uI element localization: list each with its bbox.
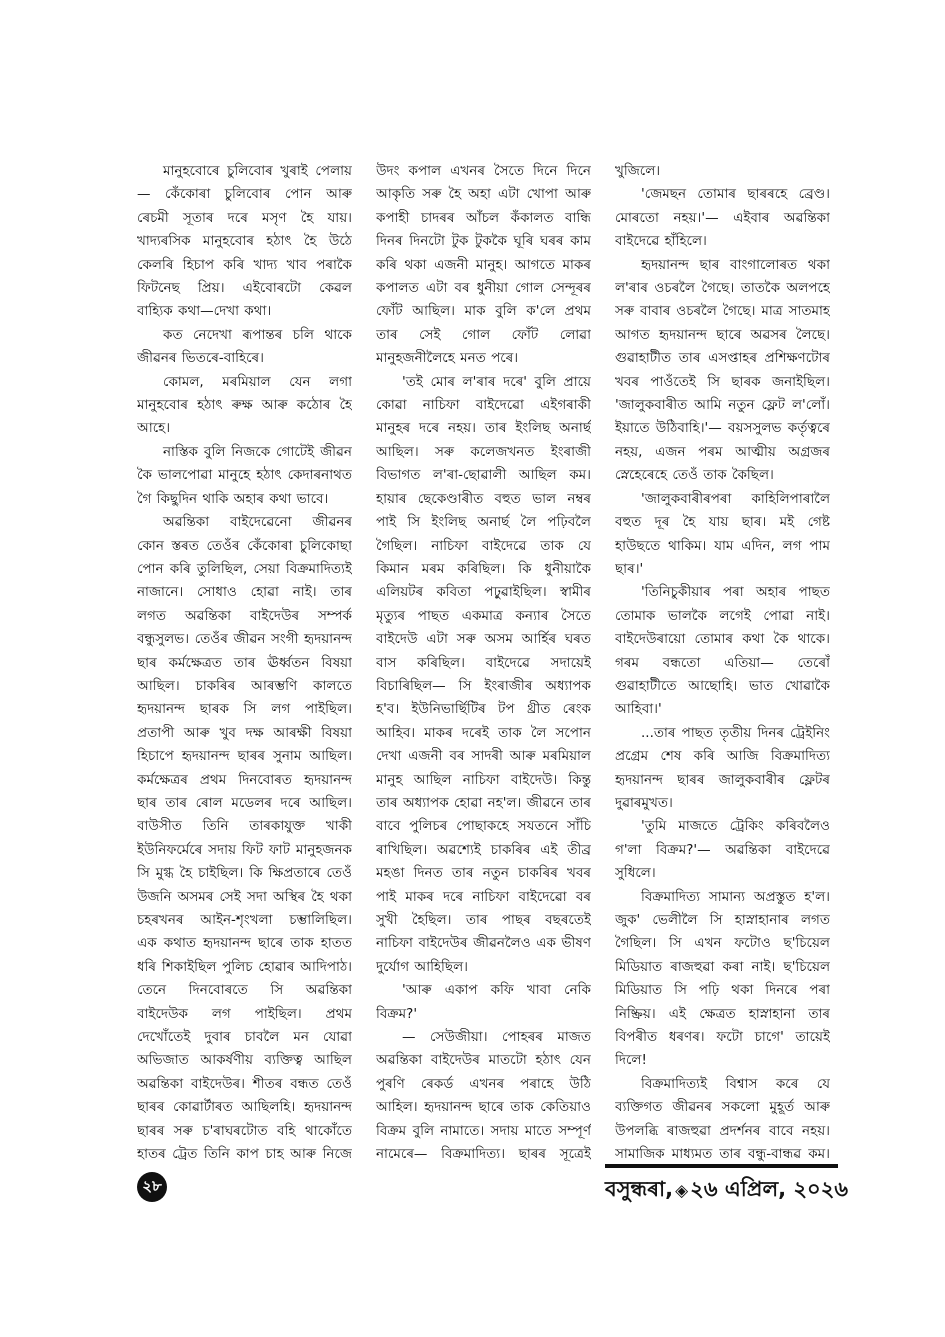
paragraph: 'তই মোৰ ল'ৰাৰ দৰে' বুলি প্ৰায়ে কোৱা নাচিফা বাইদেৱো এইগৰাকী মানুহৰ দৰে নহয়। তাৰ ইংলিছ অনাৰ্ছ আছিল। সৰু কলেজখনত ইংৰাজী বিভাগত ল'ৰা-ছোৱালী আছিল কম। হায়াৰ ছেকেণ্ডাৰীত বহুত ভাল নম্বৰ পাই সি ইংলিছ অনাৰ্ছ লৈ পঢ়িবলৈ গৈছিল। নাচিফা বাইদেৱে তাক যে কিমান মৰম কৰিছিল। কি ধুনীয়াকৈ এলিয়টৰ কবিতা পঢ়ুৱাইছিল। স্বামীৰ মৃত্যুৰ পাছত একমাত্ৰ কন্যাৰ সৈতে বাইদেউ এটা সৰু অসম আৰ্হিৰ ঘৰত বাস কৰিছিল। বাইদেৱে সদায়েই বিচাৰিছিল— সি ইংৰাজীৰ অধ্যাপক হ'ব। ইউনিভাৰ্ছিটিৰ টপ থ্ৰীত ৰেংক আহিব। মাকৰ দৰেই তাক লৈ সপোন দেখা এজনী বৰ সাদৰী আৰু মৰমিয়াল মানুহ আছিল নাচিফা বাইদেউ। কিন্তু তাৰ অধ্যাপক হোৱা নহ'ল। জীৱনে তাৰ বাবে পুলিচৰ পোছাকহে সযতনে সাঁচি ৰাখিছিল। অৱশ্যেই চাকৰিৰ এই তীব্ৰ মহঙা দিনত তাৰ নতুন চাকৰিৰ খবৰ পাই মাকৰ দৰে নাচিফা বাইদেৱো বৰ সুখী হৈছিল। তাৰ পাছৰ বছৰতেই নাচিফা বাইদেউৰ জীৱনলৈও এক ভীষণ দুৰ্যোগ আহিছিল। [376, 373, 591, 975]
paragraph: 'আৰু একাপ কফি খাবা নেকি বিক্ৰম?' [376, 982, 591, 1022]
paragraph: উদং কপাল এখনৰ সৈতে দিনে দিনে আকৃতি সৰু হৈ অহা এটা খোপা আৰু কপাহী চাদৰৰ আঁচল কঁকালত বান্ধি দিনৰ দিনটো টুক টুককৈ ঘূৰি ঘৰৰ কাম কৰি থকা এজনী মানুহ। আগতে মাকৰ কপালত এটা বৰ ধুনীয়া গোল সেন্দূৰৰ ফোঁট আছিল। মাক বুলি ক'লে প্ৰথম তাৰ সেই গোল ফোঁট লোৱা মানুহজনীলৈহে মনত পৰে। [376, 163, 591, 367]
paragraph: ...তাৰ পাছত তৃতীয় দিনৰ ট্ৰেইনিং প্ৰগ্ৰেম শেষ কৰি আজি বিক্ৰমাদিত্য হৃদয়ানন্দ ছাৰৰ জালুকবাৰীৰ ফ্লেটৰ দুৱাৰমুখত। [615, 724, 830, 811]
paragraph: খুজিলে। [615, 163, 661, 179]
diamond-ornament-icon: ◈ [675, 1181, 689, 1201]
paragraph: নাস্তিক বুলি নিজকে গোটেই জীৱন কৈ ভালপোৱা মানুহে হঠাৎ কেদাৰনাথত গৈ কিছুদিন থাকি অহাৰ কথা ভাবে। [137, 443, 352, 507]
paragraph: 'তিনিচুকীয়াৰ পৰা অহাৰ পাছত তোমাক ভালকৈ লগেই পোৱা নাই। বাইদেউৰায়ো তোমাৰ কথা কৈ থাকে। গৰম বন্ধতো এতিয়া— তেৰোঁ গুৱাহাটীতে আছোহি। ভাত খোৱাকৈ আহিবা।' [615, 584, 830, 718]
paragraph: বিক্ৰমাদিত্যই বিশ্বাস কৰে যে ব্যক্তিগত জীৱনৰ সকলো মুহূৰ্ত আৰু উপলব্ধি ৰাজহুৱা প্ৰদৰ্শনৰ বাবে নহয়। সামাজিক মাধ্যমত তাৰ বন্ধু-বান্ধৱ কম। [615, 1075, 830, 1163]
issue-date: ২৬ এপ্ৰিল, ২০২৬ [690, 1177, 849, 1201]
article-body [137, 160, 831, 1168]
paragraph: হৃদয়ানন্দ ছাৰ বাংগালোৰত থকা ল'ৰাৰ ওচৰলৈ গৈছে। তাতকৈ অলপহে সৰু বাবাৰ ওচৰলৈ গৈছে। মাত্ৰ সাতমাহ আগত হৃদয়ানন্দ ছাৰে অৱসৰ লৈছে। গুৱাহাটীত তাৰ এসপ্তাহৰ প্ৰশিক্ষণটোৰ খবৰ পাওঁতেই সি ছাৰক জনাইছিল। 'জালুকবাৰীত আমি নতুন ফ্লেট ল'লোঁ। ইয়াতে উঠিবাহি।'— বয়সসুলভ কৰ্তৃত্বৰে নহয়, এজন পৰম আত্মীয় অগ্ৰজৰ স্নেহেৰেহে তেওঁ তাক কৈছিল। [615, 256, 830, 484]
paragraph: 'জেমছন তোমাৰ ছাৰৰহে ব্ৰেণ্ড। মোৰতো নহয়।'— এইবাৰ অৱন্তিকা বাইদেৱে হাঁহিলে। [615, 186, 830, 250]
paragraph: 'তুমি মাজতে ট্ৰেকিং কৰিবলৈও গ'লা বিক্ৰম?'— অৱন্তিকা বাইদেৱে সুধিলে। [615, 818, 830, 882]
page-number-badge [137, 1172, 167, 1202]
paragraph: — সেউজীয়া। পোহৰৰ মাজত অৱন্তিকা বাইদেউৰ মাতটো হঠাৎ যেন পুৰণি ৰেকৰ্ড এখনৰ পৰাহে উঠি আহিল। হৃদয়ানন্দ ছাৰে তাক কেতিয়াও বিক্ৰম বুলি নামাতে। সদায় মাতে সম্পূৰ্ণ নামেৰে— বিক্ৰমাদিত্য। ছাৰৰ সূত্ৰেই [376, 1029, 591, 1163]
paragraph: 'জালুকবাৰীৰপৰা কাহিলিপাৰালৈ বহুত দূৰ হৈ যায় ছাৰ। মই গেষ্ট হাউছতে থাকিম। যাম এদিন, লগ পাম ছাৰ।' [615, 490, 830, 577]
text-column-1 [137, 160, 352, 1168]
magazine-name: বসুন্ধৰা, [605, 1177, 674, 1201]
page-number: ২৮ [142, 1176, 162, 1195]
text-column-3 [615, 160, 830, 1168]
paragraph: মানুহবোৰে চুলিবোৰ খুৰাই পেলায়— কেঁকোৰা চুলিবোৰ পোন আৰু ৰেচমী সূতাৰ দৰে মসৃণ হৈ যায়। খাদ্যৰসিক মানুহবোৰ হঠাৎ হৈ উঠে কেলৰি হিচাপ কৰি খাদ্য খাব পৰাকৈ ফিটনেছ প্ৰিয়। এইবোৰটো কেৱল বাহ্যিক কথা—দেখা কথা। [137, 163, 352, 320]
paragraph: অৱন্তিকা বাইদেৱেনো জীৱনৰ কোন স্তৰত তেওঁৰ কেঁকোৰা চুলিকোছা পোন কৰি তুলিছিল, সেয়া বিক্ৰমাদিত্যই নাজানে। সোধাও হোৱা নাই। তাৰ লগত অৱন্তিকা বাইদেউৰ সম্পৰ্ক বন্ধুসুলভ। তেওঁৰ জীৱন সংগী হৃদয়ানন্দ ছাৰ কৰ্মক্ষেত্ৰত তাৰ ঊৰ্ধ্বতন বিষয়া আছিল। চাকৰিৰ আৰম্ভণি কালতে হৃদয়ানন্দ ছাৰক সি লগ পাইছিল। প্ৰতাপী আৰু খুব দক্ষ আৰক্ষী বিষয়া হিচাপে হৃদয়ানন্দ ছাৰৰ সুনাম আছিল। কৰ্মক্ষেত্ৰৰ প্ৰথম দিনবোৰত হৃদয়ানন্দ ছাৰ তাৰ ৰোল মডেলৰ দৰে আছিল। বাউসীত তিনি তাৰকাযুক্ত খাকী ইউনিফৰ্মেৰে সদায় ফিট ফাট মানুহজনক সি মুগ্ধ হৈ চাইছিল। কি ক্ষিপ্ৰতাৰে তেওঁ উজনি অসমৰ সেই সদা অস্থিৰ হৈ থকা চহৰখনৰ আইন-শৃংখলা চম্ভালিছিল। এক কথাত হৃদয়ানন্দ ছাৰে তাক হাতত ধৰি শিকাইছিল পুলিচ হোৱাৰ আদিপাঠ। তেনে দিনবোৰতে সি অৱন্তিকা বাইদেউক লগ পাইছিল। প্ৰথম দেখোঁতেই দুবাৰ চাবলৈ মন যোৱা অভিজাত আকৰ্ষণীয় ব্যক্তিত্ব আছিল অৱন্তিকা বাইদেউৰ। শীতৰ বন্ধত তেওঁ ছাৰৰ কোৱাৰ্টাৰত আছিলহি। হৃদয়ানন্দ ছাৰৰ সৰু চ'ৰাঘৰটোত বহি থাকোঁতে হাতৰ ট্ৰেত তিনি কাপ চাহ আৰু নিজে [137, 514, 352, 1163]
paragraph: কোমল, মৰমিয়াল যেন লগা মানুহবোৰ হঠাৎ ৰুক্ষ আৰু কঠোৰ হৈ আহে। [137, 373, 352, 437]
paragraph: কত নেদেখা ৰূপান্তৰ চলি থাকে জীৱনৰ ভিতৰে-বাহিৰে। [137, 326, 352, 367]
paragraph: বিক্ৰমাদিত্য সামান্য অপ্ৰস্তুত হ'ল। জুক' ভেলীলৈ সি হাস্নাহানাৰ লগত গৈছিল। সি এখন ফটোও ছ'চিয়েল মিডিয়াত ৰাজহুৱা কৰা নাই। ছ'চিয়েল মিডিয়াত সি পঢ়ি থকা দিনৰে পৰা নিষ্ক্ৰিয়। এই ক্ষেত্ৰত হাস্নাহানা তাৰ বিপৰীত ধৰণৰ। ফটো চাগে' তায়েই দিলে! [615, 888, 830, 1069]
text-column-2 [376, 160, 591, 1168]
page-footer [605, 1164, 849, 1208]
